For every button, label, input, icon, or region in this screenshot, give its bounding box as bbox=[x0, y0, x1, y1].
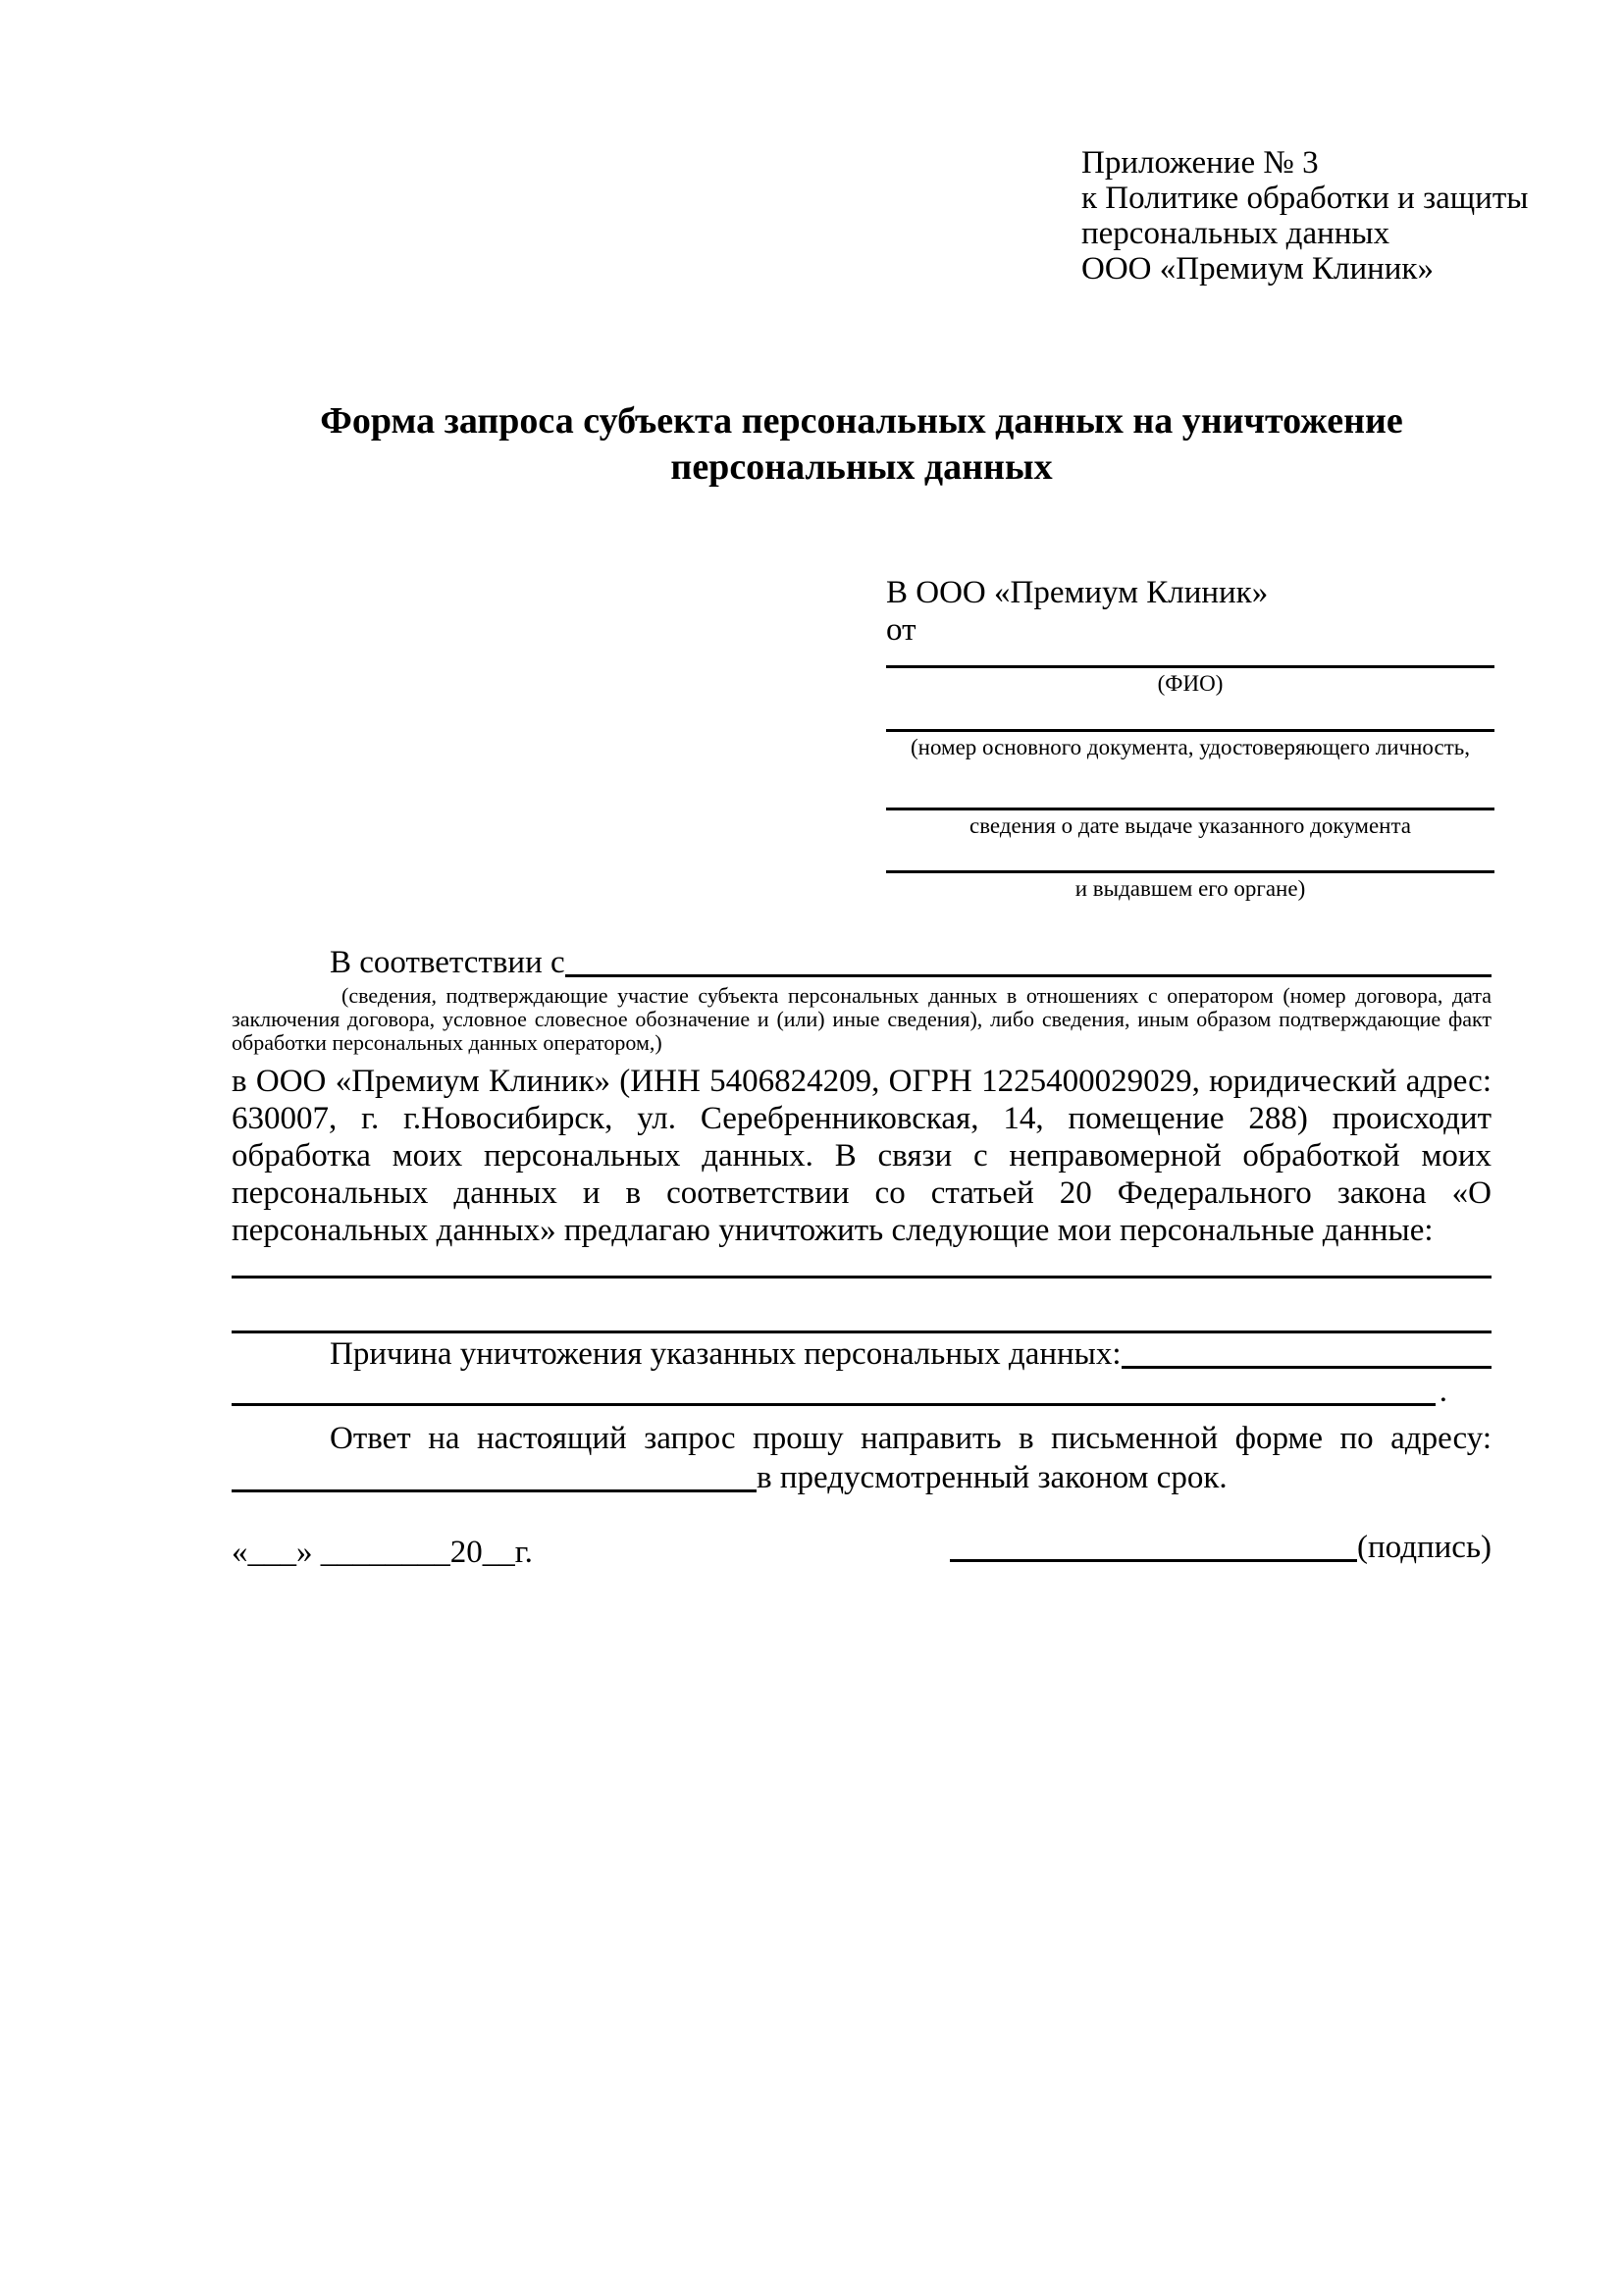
accordance-field-line bbox=[565, 944, 1492, 977]
reason-row bbox=[232, 1335, 1492, 1373]
sentence-period: . bbox=[1439, 1374, 1447, 1409]
address-row bbox=[232, 1459, 1492, 1496]
addressee-block bbox=[886, 574, 1494, 902]
issuing-authority-field-line bbox=[886, 870, 1494, 873]
addressee-from-label: от bbox=[886, 612, 916, 648]
main-paragraph: в ООО «Премиум Клиник» (ИНН 5406824209, ОГРН 1225400029029, юридический адрес: 630007, г. г.Новосибирск, ул. Серебренниковская, 14, помещение 288) происходит обработка моих персональных данных. В связи с неправомерной обработкой моих персональных данных и в соответствии со статьей 20 Федерального закона «О персональных данных» предлагаю уничтожить следующие мои персональные данные: bbox=[232, 1064, 1492, 1248]
addressee-company: В ООО «Премиум Клиник» bbox=[886, 575, 1269, 610]
issuing-authority-caption: и выдавшем его органе) bbox=[1074, 876, 1306, 901]
fio-field-line bbox=[886, 665, 1494, 668]
issue-date-field-line bbox=[886, 808, 1494, 810]
date-template: «___» ________20__г. bbox=[232, 1535, 533, 1570]
address-field-line bbox=[232, 1459, 757, 1492]
reason-label: Причина уничтожения указанных персональных данных: bbox=[330, 1336, 1122, 1372]
appendix-line: ООО «Премиум Клиник» bbox=[1081, 251, 1434, 287]
accordance-row bbox=[232, 944, 1492, 981]
document-number-field-line bbox=[886, 729, 1494, 732]
appendix-line: Приложение № 3 bbox=[1081, 145, 1319, 181]
accordance-fine-print: (сведения, подтверждающие участие субъекта персональных данных в отношениях с оператором (номер договора, дата заключения договора, условное словесное обозначение и (или) иные сведения), либо сведения, иным образом подтверждающие факт обработки персональных данных оператором,) bbox=[232, 983, 1492, 1055]
reason-continuation-row bbox=[232, 1373, 1492, 1410]
personal-data-field-line-2 bbox=[232, 1331, 1492, 1333]
response-request: Ответ на настоящий запрос прошу направить в письменной форме по адресу: bbox=[330, 1421, 1492, 1456]
signature-field-line bbox=[950, 1529, 1357, 1562]
issue-date-caption: сведения о дате выдаче указанного документа bbox=[969, 813, 1412, 838]
document-number-caption: (номер основного документа, удостоверяющего личность, bbox=[910, 735, 1470, 759]
fio-caption: (ФИО) bbox=[1157, 671, 1224, 696]
reason-field-line bbox=[1122, 1335, 1492, 1369]
accordance-prefix: В соответствии с bbox=[330, 945, 565, 980]
signature-group bbox=[950, 1529, 1492, 1566]
personal-data-field-line-1 bbox=[232, 1276, 1492, 1278]
appendix-line: к Политике обработки и защиты bbox=[1081, 181, 1529, 216]
appendix-line: персональных данных bbox=[1081, 216, 1390, 251]
signature-caption: (подпись) bbox=[1357, 1530, 1492, 1565]
date-signature-row bbox=[232, 1529, 1492, 1571]
main-text-block bbox=[232, 944, 1492, 1496]
reason-field-line-2 bbox=[232, 1373, 1436, 1406]
response-tail: в предусмотренный законом срок. bbox=[757, 1460, 1228, 1495]
appendix-note bbox=[1081, 145, 1528, 287]
page-title: Форма запроса субъекта персональных данных на уничтожение персональных данных bbox=[320, 400, 1403, 488]
